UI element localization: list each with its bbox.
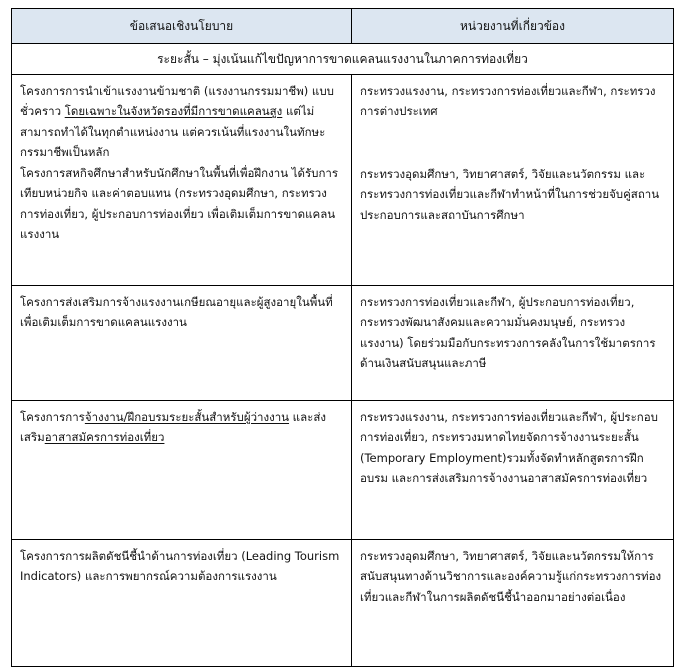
proposal-text-4: โครงการการจ้างงาน/ฝึกอบรมระยะสั้นสำหรับผู้ว่างงาน และส่งเสริมอาสาสมัครการท่องเที่ยว xyxy=(20,410,326,445)
cell-proposal xyxy=(12,75,352,286)
cell-agency xyxy=(352,540,674,667)
section-band-row xyxy=(12,44,674,75)
proposal-text-3: โครงการส่งเสริมการจ้างแรงงานเกษียณอายุและผู้สูงอายุในพื้นที่เพื่อเติมเต็มการขาดแคลนแรงงาน xyxy=(20,295,333,330)
cell-proposal xyxy=(12,401,352,540)
proposal-text-2: โครงการสหกิจศึกษาสำหรับนักศึกษาในพื้นที่เพื่อฝึกงาน ได้รับการเทียบหน่วยกิจ และค่าตอบแทน (กระทรวงอุดมศึกษา, กระทรวงการท่องเที่ยว, ผู้ประกอบการท่องเที่ยว เพื่อเติมเต็มการขาดแคลนแรงงาน xyxy=(20,165,339,242)
proposal-text-1: โครงการการนำเข้าแรงงานข้ามชาติ (แรงงานกรรมมาชีพ) แบบชั่วคราว โดยเฉพาะในจังหวัดรองที่มีการขาดแคลนสูง แต่ไม่สามารถทำได้ในทุกตำแหน่งงาน แต่ควรเน้นที่แรงงานในทักษะกรรมาชีพเป็นหลัก xyxy=(20,84,334,160)
cell-agency xyxy=(352,75,674,286)
table-row xyxy=(12,75,674,286)
agency-text-5: กระทรวงอุดมศึกษา, วิทยาศาสตร์, วิจัยและนวัตกรรมให้การสนับสนุนทางด้านวิชาการและองค์ความรู้แก่กระทรวงการท่องเที่ยวและกีฬาในการผลิตดัชนีชี้นำออกมาอย่างต่อเนื่อง xyxy=(360,549,662,604)
section-band-label: ระยะสั้น – มุ่งเน้นแก้ไขปัญหาการขาดแคลนแรงงานในภาคการท่องเที่ยว xyxy=(12,44,674,75)
table-body xyxy=(12,44,674,667)
table-row xyxy=(12,286,674,401)
cell-agency xyxy=(352,401,674,540)
table-header xyxy=(12,9,674,44)
agency-text-4: กระทรวงแรงงาน, กระทรวงการท่องเที่ยวและกีฬา, ผู้ประกอบการท่องเที่ยว, กระทรวงมหาดไทยจัดการจ้างงานระยะสั้น (Temporary Employment)รวมทั้งจัดทำหลักสูตรการฝึกอบรม และการส่งเสริมการจ้างงานอาสาสมัครการท่องเที่ยว xyxy=(360,410,658,486)
column-header-proposal: ข้อเสนอเชิงนโยบาย xyxy=(12,9,352,44)
header-row xyxy=(12,9,674,44)
policy-proposals-table xyxy=(11,8,674,667)
cell-proposal xyxy=(12,540,352,667)
cell-proposal xyxy=(12,286,352,401)
column-header-agency: หน่วยงานที่เกี่ยวข้อง xyxy=(352,9,674,44)
agency-text-2: กระทรวงอุดมศึกษา, วิทยาศาสตร์, วิจัยและนวัตกรรม และกระทรวงการท่องเที่ยวและกีฬาทำหน้าที่ในการช่วยจับคู่สถานประกอบการและสถาบันการศึกษา xyxy=(360,166,660,222)
table-row xyxy=(12,540,674,667)
agency-text-3: กระทรวงการท่องเที่ยวและกีฬา, ผู้ประกอบการท่องเที่ยว, กระทรวงพัฒนาสังคมและความมั่นคงมนุษย์, กระทรวงแรงงาน) โดยร่วมมือกับกระทรวงการคลังในการใช้มาตรการด้านเงินสนับสนุนและภาษี xyxy=(360,295,656,371)
cell-agency xyxy=(352,286,674,401)
table-row xyxy=(12,401,674,540)
agency-text-1: กระทรวงแรงงาน, กระทรวงการท่องเที่ยวและกีฬา, กระทรวงการต่างประเทศ xyxy=(360,84,656,119)
proposal-text-5: โครงการการผลิตดัชนีชี้นำด้านการท่องเที่ยว (Leading Tourism Indicators) และการพยากรณ์ความต้องการแรงงาน xyxy=(20,549,340,584)
